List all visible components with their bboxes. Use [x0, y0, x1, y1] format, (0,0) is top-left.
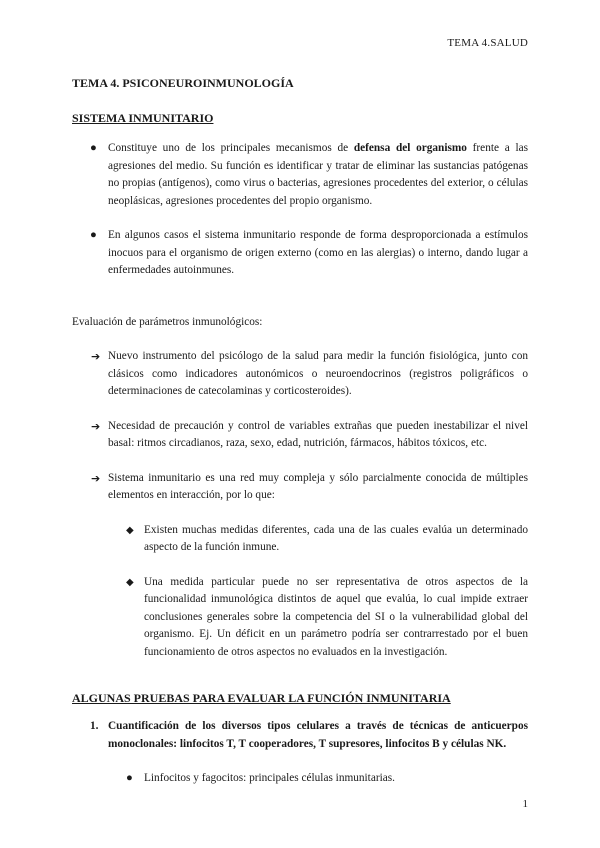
bullet-icon: ● — [90, 142, 97, 154]
arrow-icon: ➔ — [91, 471, 101, 485]
bullet-text: Constituye uno de los principales mecanismos de defensa del organismo frente a las agresiones del medio. Su función es identificar y tratar de eliminar las sustancias patógenas no propias (antígenos), como virus o bacterias, agresiones procedentes del exterior, o células neoplásicas, agresiones procedentes del propio organismo. — [108, 142, 528, 207]
document-title: TEMA 4. PSICONEUROINMUNOLOGÍA — [72, 76, 294, 90]
diamond-icon: ◆ — [126, 576, 134, 588]
bullet-icon: ● — [126, 772, 133, 784]
diamond-icon: ◆ — [126, 524, 134, 536]
section-heading-sistema-inmunitario: SISTEMA INMUNITARIO — [72, 111, 214, 125]
arrow-text: Sistema inmunitario es una red muy compleja y sólo parcialmente conocida de múltiples elementos en interacción, por lo que: — [108, 471, 528, 501]
arrow-text: Necesidad de precaución y control de variables extrañas que pueden inestabilizar el nivel basal: ritmos circadianos, raza, sexo, edad, nutrición, fármacos, hábitos tóxicos, etc. — [108, 419, 528, 449]
evaluation-intro: Evaluación de parámetros inmunológicos: — [72, 315, 263, 328]
diamond-item-medida-particular — [72, 574, 528, 662]
numbered-text: Cuantificación de los diversos tipos celulares a través de técnicas de anticuerpos monoclonales: linfocitos T, T cooperadores, T supresores, linfocitos B y células NK. — [108, 720, 528, 750]
numbered-item-1 — [72, 718, 528, 753]
bullet-icon: ● — [90, 229, 97, 241]
list-number: 1. — [90, 720, 99, 732]
arrow-item-precaucion — [72, 418, 528, 453]
arrow-icon: ➔ — [91, 419, 101, 433]
sub-bullet-text: Linfocitos y fagocitos: principales células inmunitarias. — [144, 772, 395, 784]
arrow-item-instrumento — [72, 348, 528, 401]
page-number: 1 — [522, 798, 528, 810]
bullet-item-defensa — [72, 140, 528, 210]
diamond-text: Una medida particular puede no ser representativa de otros aspectos de la funcionalidad inmunológica distintos de aquel que evalúa, lo cual impide extraer conclusiones generales sobre la competencia del SI o la vulnerabilidad global del organismo. Ej. Un déficit en un parámetro podría ser contrarrestado por el buen funcionamiento de otros aspectos no evaluados en la investigación. — [144, 575, 528, 658]
arrow-text: Nuevo instrumento del psicólogo de la salud para medir la función fisiológica, junto con clásicos como indicadores autonómicos o neuroendocrinos (registros poligráficos o determinaciones de catecolaminas y corticosteroides). — [108, 350, 528, 397]
section-heading-pruebas: ALGUNAS PRUEBAS PARA EVALUAR LA FUNCIÓN INMUNITARIA — [72, 691, 451, 705]
arrow-item-red-compleja — [72, 470, 528, 505]
bullet-item-autoinmunes — [72, 227, 528, 280]
running-header: TEMA 4.SALUD — [447, 37, 528, 49]
sub-bullet-linfocitos — [72, 770, 528, 788]
document-body — [72, 76, 528, 788]
bullet-text: En algunos casos el sistema inmunitario responde de forma desproporcionada a estímulos inocuos para el organismo de origen externo (como en las alergias) o interno, dando lugar a enfermedades autoinmunes. — [108, 229, 528, 276]
diamond-item-medidas — [72, 522, 528, 557]
diamond-text: Existen muchas medidas diferentes, cada una de las cuales evalúa un determinado aspecto de la función inmune. — [144, 523, 528, 553]
arrow-icon: ➔ — [91, 350, 101, 363]
